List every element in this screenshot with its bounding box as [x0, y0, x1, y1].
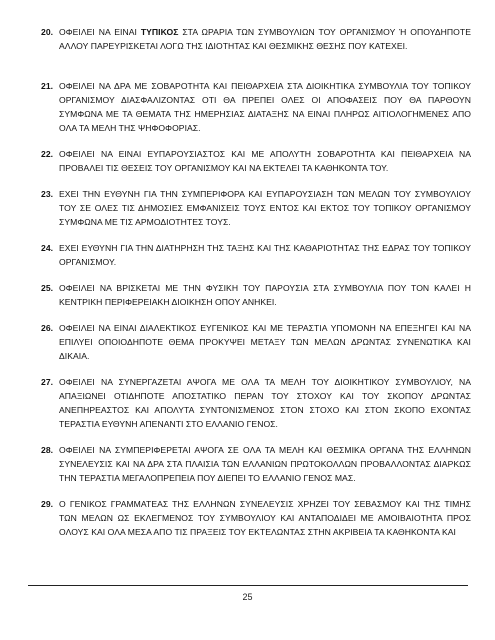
item-number: 25.	[41, 283, 54, 293]
item-text: ΟΦΕΙΛΕΙ ΝΑ ΕΙΝΑΙ ΔΙΑΛΕΚΤΙΚΟΣ ΕΥΓΕΝΙΚΟΣ ΚΑΙ ΜΕ ΤΕΡΑΣΤΙΑ ΥΠΟΜΟΝΗ ΝΑ ΕΠΕΞΗΓΕΙ ΚΑΙ ΝΑ ΕΠΙΛΥΕΙ ΟΠΟΙΟΔΗΠΟΤΕ ΘΕΜΑ ΠΡΟΚΥΨΕΙ ΜΕΤΑΞΥ ΤΩΝ ΜΕΛΩΝ ΔΡΩΝΤΑΣ ΣΥΝΕΝΩΤΙΚΑ ΚΑΙ ΔΙΚΑΙΑ.	[59, 323, 471, 361]
item-text: Ο ΓΕΝΙΚΟΣ ΓΡΑΜΜΑΤΕΑΣ ΤΗΣ ΕΛΛΗΝΩΝ ΣΥΝΕΛΕΥΣΙΣ ΧΡΗΖΕΙ ΤΟΥ ΣΕΒΑΣΜΟΥ ΚΑΙ ΤΗΣ ΤΙΜΗΣ ΤΩΝ ΜΕΛΩΝ ΩΣ ΕΚΛΕΓΜΕΝΟΣ ΤΟΥ ΣΥΜΒΟΥΛΙΟΥ ΚΑΙ ΑΝΤΑΠΟΔΙΔΕΙ ΜΕ ΑΜΟΙΒΑΙΟΤΗΤΑ ΠΡΟΣ ΟΛΟΥΣ ΚΑΙ ΟΛΑ ΜΕΣΑ ΑΠΟ ΤΙΣ ΠΡΑΞΕΙΣ ΤΟΥ ΕΚΤΕΛΩΝΤΑΣ ΣΤΗΝ ΑΚΡΙΒΕΙΑ ΤΑ ΚΑΘΗΚΟΝΤΑ ΚΑΙ	[59, 499, 471, 537]
list-item-25	[41, 281, 471, 309]
item-text: ΟΦΕΙΛΕΙ ΝΑ ΣΥΜΠΕΡΙΦΕΡΕΤΑΙ ΑΨΟΓΑ ΣΕ ΟΛΑ ΤΑ ΜΕΛΗ ΚΑΙ ΘΕΣΜΙΚΑ ΟΡΓΑΝΑ ΤΗΣ ΕΛΛΗΝΩΝ ΣΥΝΕΛΕΥΣΙΣ ΚΑΙ ΝΑ ΔΡΑ ΣΤΑ ΠΛΑΙΣΙΑ ΤΩΝ ΕΛΛΑΝΙΩΝ ΠΡΩΤΟΚΟΛΛΩΝ ΠΡΟΒΑΛΛΟΝΤΑΣ ΔΙΑΡΚΩΣ ΤΗΝ ΤΕΡΑΣΤΙΑ ΜΕΓΑΛΟΠΡΕΠΕΙΑ ΠΟΥ ΔΙΕΠΕΙ ΤΟ ΕΛΛΑΝΙΟ ΓΕΝΟΣ ΜΑΣ.	[59, 445, 471, 483]
list-item-21	[41, 79, 471, 135]
numbered-list	[41, 25, 471, 539]
page-number: 25	[242, 592, 253, 602]
item-number: 22.	[41, 149, 54, 159]
item-text-part: ΣΤΑ ΩΡΑΡΙΑ ΤΩΝ ΣΥΜΒΟΥΛΙΩΝ ΤΟΥ ΟΡΓΑΝΙΣΜΟΥ Ή ΟΠΟΥΔΗΠΟΤΕ ΑΛΛΟΥ ΠΑΡΕΥΡΙΣΚΕΤΑΙ ΛΟΓΩ ΤΗΣ ΙΔΙΟΤΗΤΑΣ ΚΑΙ ΘΕΣΜΙΚΗΣ ΘΕΣΗΣ ΠΟΥ ΚΑΤΕΧΕΙ.	[59, 27, 471, 51]
item-number: 29.	[41, 499, 54, 509]
list-item-28	[41, 443, 471, 485]
list-item-26	[41, 321, 471, 363]
list-item-27	[41, 375, 471, 431]
item-number: 20.	[41, 27, 54, 37]
item-number: 23.	[41, 189, 54, 199]
item-text: ΟΦΕΙΛΕΙ ΝΑ ΒΡΙΣΚΕΤΑΙ ΜΕ ΤΗΝ ΦΥΣΙΚΗ ΤΟΥ ΠΑΡΟΥΣΙΑ ΣΤΑ ΣΥΜΒΟΥΛΙΑ ΠΟΥ ΤΟΝ ΚΑΛΕΙ Η ΚΕΝΤΡΙΚΗ ΠΕΡΙΦΕΡΕΙΑΚΗ ΔΙΟΙΚΗΣΗ ΟΠΟΥ ΑΝΗΚΕΙ.	[59, 283, 471, 307]
item-text: ΟΦΕΙΛΕΙ ΝΑ ΕΙΝΑΙ ΕΥΠΑΡΟΥΣΙΑΣΤΟΣ ΚΑΙ ΜΕ ΑΠΟΛΥΤΗ ΣΟΒΑΡΟΤΗΤΑ ΚΑΙ ΠΕΙΘΑΡΧΕΙΑ ΝΑ ΠΡΟΒΑΛΕΙ ΤΙΣ ΘΕΣΕΙΣ ΤΟΥ ΟΡΓΑΝΙΣΜΟΥ ΚΑΙ ΝΑ ΕΚΤΕΛΕΙ ΤΑ ΚΑΘΗΚΟΝΤΑ ΤΟΥ.	[59, 149, 471, 173]
item-text	[59, 25, 471, 53]
item-number: 24.	[41, 243, 54, 253]
item-number: 26.	[41, 323, 54, 333]
list-item-23	[41, 187, 471, 229]
list-item-29	[41, 497, 471, 539]
item-text: ΟΦΕΙΛΕΙ ΝΑ ΔΡΑ ΜΕ ΣΟΒΑΡΟΤΗΤΑ ΚΑΙ ΠΕΙΘΑΡΧΕΙΑ ΣΤΑ ΔΙΟΙΚΗΤΙΚΑ ΣΥΜΒΟΥΛΙΑ ΤΟΥ ΤΟΠΙΚΟΥ ΟΡΓΑΝΙΣΜΟΥ ΔΙΑΣΦΑΛΙΖΟΝΤΑΣ ΟΤΙ ΘΑ ΠΡΕΠΕΙ ΟΛΕΣ ΟΙ ΑΠΟΦΑΣΕΙΣ ΠΟΥ ΘΑ ΠΑΡΘΟΥΝ ΣΥΜΦΩΝΑ ΜΕ ΤΑ ΘΕΜΑΤΑ ΤΗΣ ΗΜΕΡΗΣΙΑΣ ΔΙΑΤΑΞΗΣ ΝΑ ΕΙΝΑΙ ΠΛΗΡΩΣ ΑΙΤΙΟΛΟΓΗΜΕΝΕΣ ΑΠΟ ΟΛΑ ΤΑ ΜΕΛΗ ΤΗΣ ΨΗΦΟΦΟΡΙΑΣ.	[59, 81, 471, 133]
item-text-part: ΟΦΕΙΛΕΙ ΝΑ ΕΙΝΑΙ	[59, 27, 141, 37]
item-number: 28.	[41, 445, 54, 455]
item-number: 21.	[41, 81, 54, 91]
item-text-bold: ΤΥΠΙΚΟΣ	[140, 27, 179, 37]
list-item-20	[41, 25, 471, 53]
item-text: ΟΦΕΙΛΕΙ ΝΑ ΣΥΝΕΡΓΑΖΕΤΑΙ ΑΨΟΓΑ ΜΕ ΟΛΑ ΤΑ ΜΕΛΗ ΤΟΥ ΔΙΟΙΚΗΤΙΚΟΥ ΣΥΜΒΟΥΛΙΟΥ, ΝΑ ΑΠΑΞΙΩΝΕΙ ΟΤΙΔΗΠΟΤΕ ΑΠΟΣΤΑΤΙΚΟ ΠΕΡΑΝ ΤΟΥ ΣΤΟΧΟΥ ΚΑΙ ΤΟΥ ΣΚΟΠΟΥ ΔΡΩΝΤΑΣ ΑΝΕΠΗΡΕΑΣΤΟΣ ΚΑΙ ΑΠΟΛΥΤΑ ΣΥΝΤΟΝΙΣΜΕΝΟΣ ΣΤΟΝ ΣΤΟΧΟ ΚΑΙ ΣΤΟΝ ΣΚΟΠΟ ΕΧΟΝΤΑΣ ΤΕΡΑΣΤΙΑ ΕΥΘΥΝΗ ΑΠΕΝΑΝΤΙ ΣΤΟ ΕΛΛΑΝΙΟ ΓΕΝΟΣ.	[59, 377, 471, 429]
item-text: ΕΧΕΙ ΤΗΝ ΕΥΘΥΝΗ ΓΙΑ ΤΗΝ ΣΥΜΠΕΡΙΦΟΡΑ ΚΑΙ ΕΥΠΑΡΟΥΣΙΑΣΗ ΤΩΝ ΜΕΛΩΝ ΤΟΥ ΣΥΜΒΟΥΛΙΟΥ ΤΟΥ ΣΕ ΟΛΕΣ ΤΙΣ ΔΗΜΟΣΙΕΣ ΕΜΦΑΝΙΣΕΙΣ ΤΟΥΣ ΕΝΤΟΣ ΚΑΙ ΕΚΤΟΣ ΤΟΥ ΤΟΠΙΚΟΥ ΟΡΓΑΝΙΣΜΟΥ ΣΥΜΦΩΝΑ ΜΕ ΤΙΣ ΑΡΜΟΔΙΟΤΗΤΕΣ ΤΟΥΣ.	[59, 189, 471, 227]
item-text: ΕΧΕΙ ΕΥΘΥΝΗ ΓΙΑ ΤΗΝ ΔΙΑΤΗΡΗΣΗ ΤΗΣ ΤΑΞΗΣ ΚΑΙ ΤΗΣ ΚΑΘΑΡΙΟΤΗΤΑΣ ΤΗΣ ΕΔΡΑΣ ΤΟΥ ΤΟΠΙΚΟΥ ΟΡΓΑΝΙΣΜΟΥ.	[59, 243, 471, 267]
list-item-22	[41, 147, 471, 175]
item-number: 27.	[41, 377, 54, 387]
footer-divider	[28, 585, 468, 586]
list-item-24	[41, 241, 471, 269]
